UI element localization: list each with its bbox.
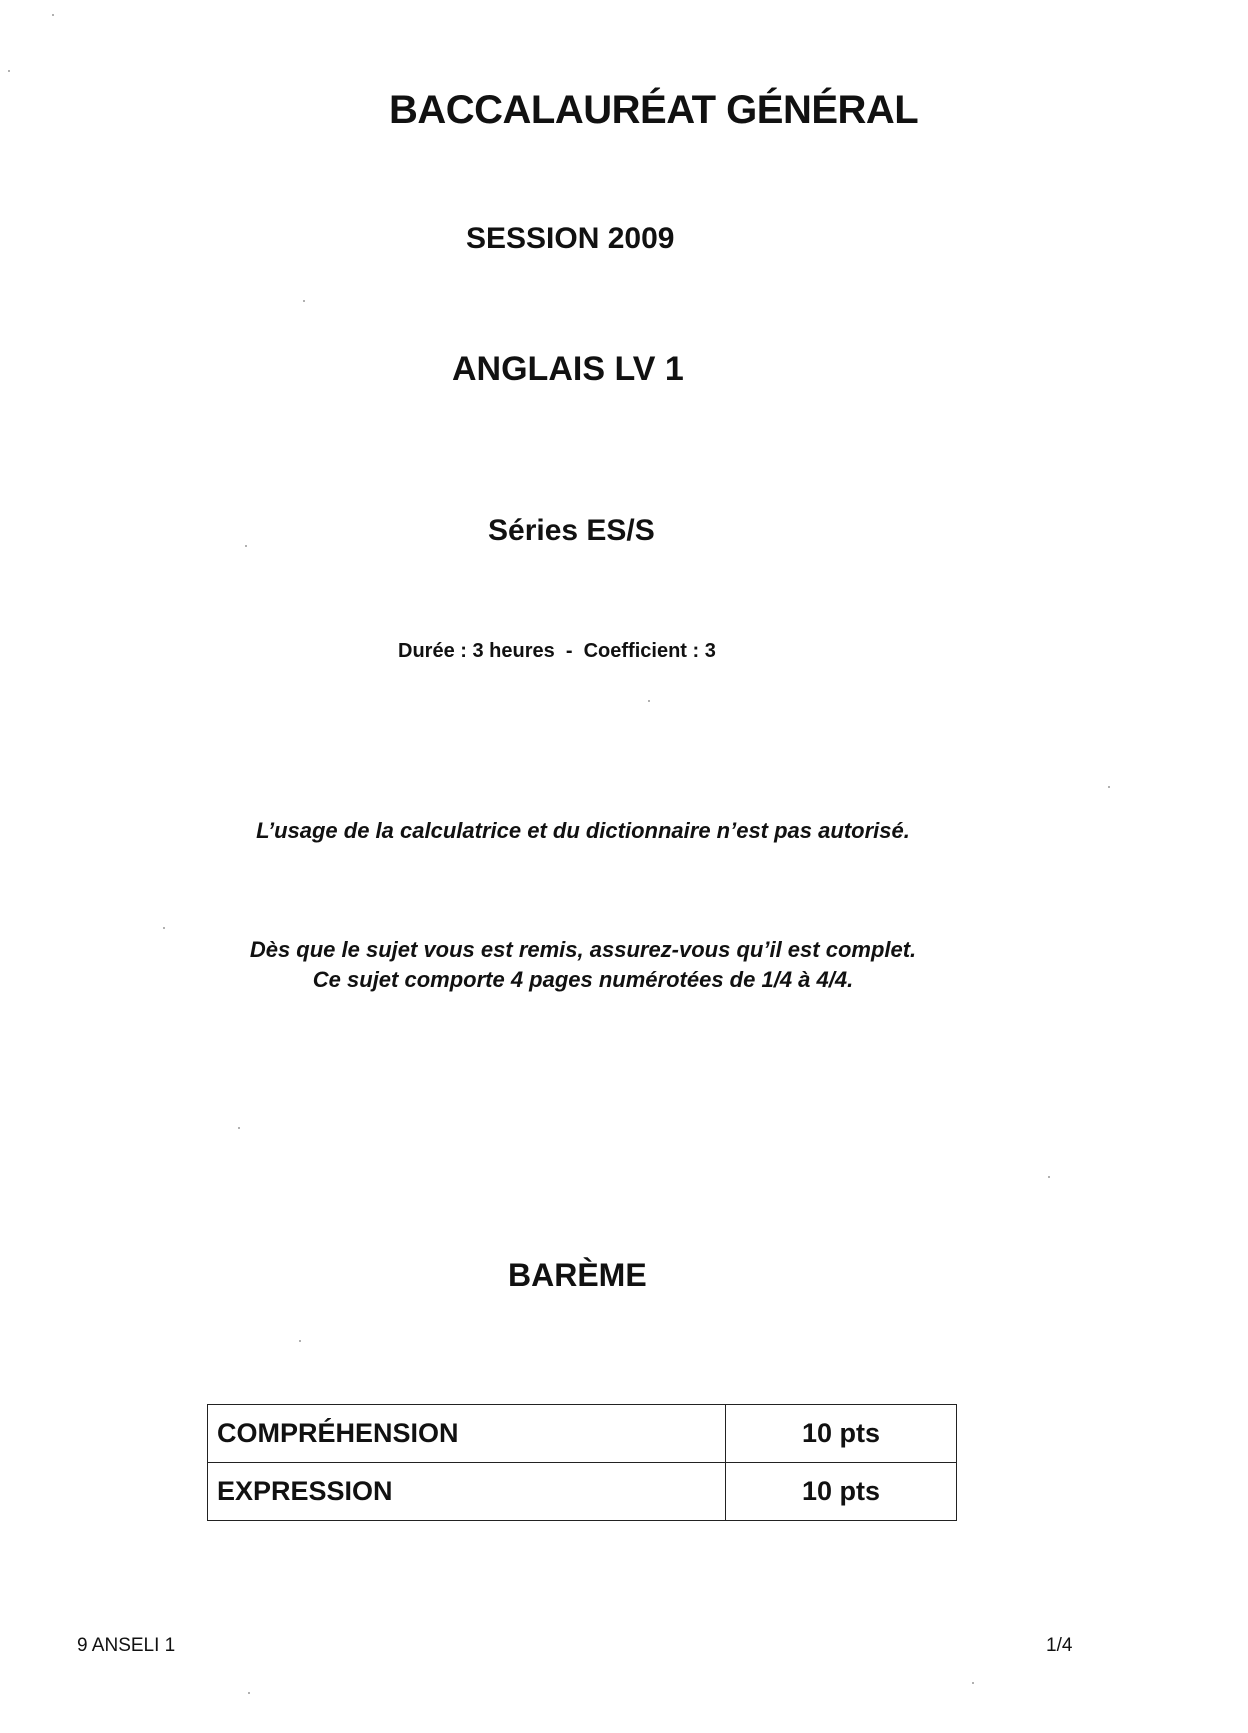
scan-speck [299, 1340, 301, 1342]
completeness-notice-line1: Dès que le sujet vous est remis, assurez-vous qu’il est complet. [249, 937, 917, 962]
scan-speck [1108, 786, 1110, 788]
table-row [208, 1463, 957, 1521]
scan-speck [245, 545, 247, 547]
bareme-row-label: COMPRÉHENSION [208, 1405, 726, 1463]
completeness-notice-line2: Ce sujet comporte 4 pages numérotées de 1/4 à 4/4. [312, 967, 854, 992]
scan-speck [52, 14, 54, 16]
footer-exam-code: 9 ANSELI 1 [77, 1635, 176, 1656]
scan-speck [303, 300, 305, 302]
bareme-row-label: EXPRESSION [208, 1463, 726, 1521]
scan-speck [248, 1692, 250, 1694]
scan-speck [8, 70, 10, 72]
bareme-table [207, 1404, 957, 1521]
exam-series: Séries ES/S [488, 514, 655, 547]
scan-speck [238, 1127, 240, 1129]
bareme-row-points: 10 pts [726, 1463, 957, 1521]
calculator-notice: L’usage de la calculatrice et du dictionnaire n’est pas autorisé. [256, 818, 910, 843]
exam-session: SESSION 2009 [466, 222, 675, 255]
scan-speck [648, 700, 650, 702]
exam-title: BACCALAURÉAT GÉNÉRAL [389, 88, 919, 132]
bareme-heading: BARÈME [508, 1257, 647, 1293]
table-row [208, 1405, 957, 1463]
scan-speck [972, 1682, 974, 1684]
bareme-row-points: 10 pts [726, 1405, 957, 1463]
footer-page-number: 1/4 [1046, 1635, 1073, 1656]
scan-speck [1048, 1176, 1050, 1178]
exam-duration-coefficient: Durée : 3 heures - Coefficient : 3 [398, 640, 716, 662]
scan-speck [163, 927, 165, 929]
exam-subject: ANGLAIS LV 1 [452, 350, 684, 388]
